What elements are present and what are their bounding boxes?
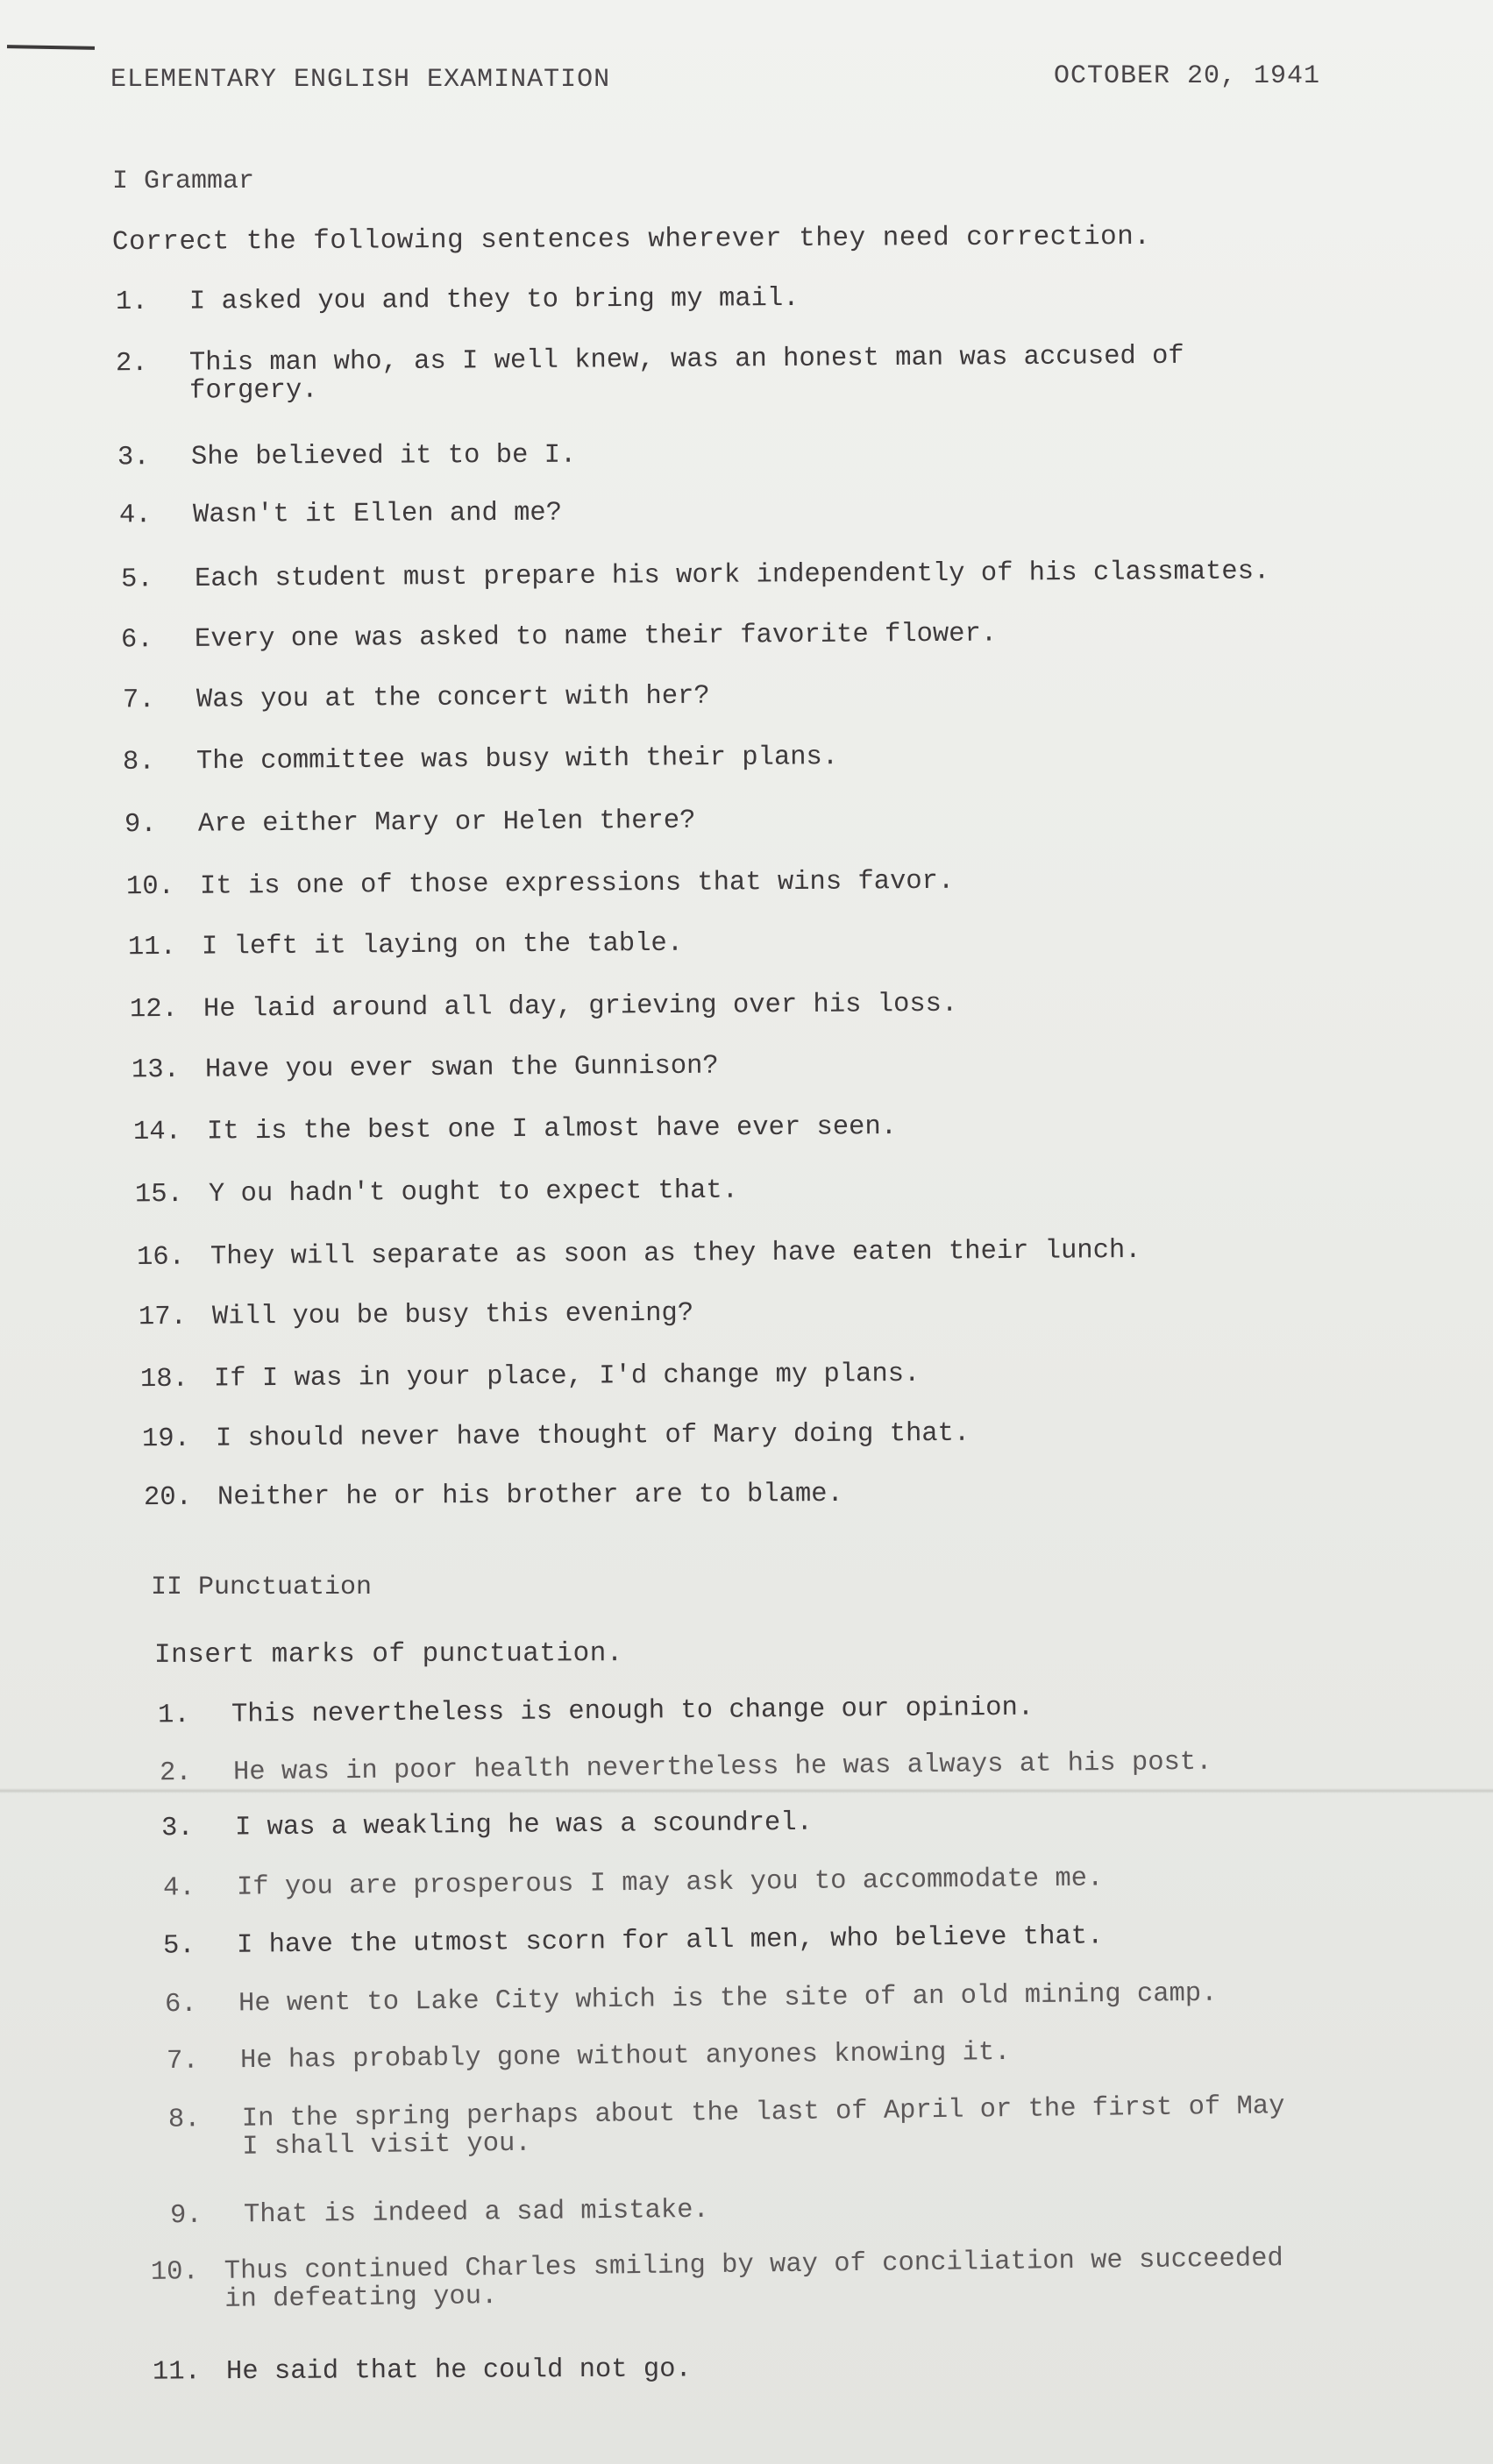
grammar-item (123, 682, 710, 716)
item-text: Y ou hadn't ought to expect that. (208, 1175, 739, 1210)
grammar-item (130, 990, 957, 1026)
section-heading-grammar: I Grammar (112, 167, 255, 196)
punctuation-item (151, 2244, 1284, 2316)
item-text: That is indeed a sad mistake. (243, 2195, 709, 2231)
item-text: I have the utmost scorn for all men, who believe that. (236, 1921, 1104, 1961)
item-text: Was you at the concert with her? (196, 681, 710, 715)
grammar-item (139, 1299, 693, 1332)
item-text: I should never have thought of Mary doing that. (215, 1418, 970, 1454)
item-text: Will you be busy this evening? (211, 1298, 694, 1332)
grammar-item (128, 929, 683, 962)
item-number: 9. (169, 2200, 203, 2232)
item-number: 3. (160, 1813, 194, 1844)
item-number: 2. (115, 348, 148, 380)
item-text-continuation: I shall visit you. (242, 2128, 531, 2162)
grammar-instruction: Correct the following sentences wherever they need correction. (111, 221, 1151, 259)
item-number: 19. (141, 1424, 191, 1455)
item-number: 10. (125, 871, 175, 903)
item-number: 15. (134, 1180, 184, 1211)
item-text: I was a weakling he was a scoundrel. (234, 1807, 814, 1843)
grammar-item (124, 806, 696, 841)
item-text: If I was in your place, I'd change my plans. (213, 1359, 921, 1395)
item-text: Each student must prepare his work independently of his classmates. (194, 557, 1270, 594)
item-number: 9. (124, 810, 157, 841)
grammar-item (140, 1360, 921, 1395)
punctuation-item (160, 1748, 1212, 1789)
item-number: 12. (129, 994, 179, 1026)
item-text: Every one was asked to name their favorite flower. (194, 619, 998, 655)
item-text: He was in poor health nevertheless he was always at his post. (232, 1747, 1212, 1788)
item-text: It is the best one I almost have ever seen. (206, 1111, 898, 1147)
grammar-item (119, 499, 562, 531)
item-number: 14. (132, 1117, 182, 1148)
item-number: 7. (122, 685, 155, 716)
grammar-item (121, 620, 997, 656)
item-number: 17. (138, 1302, 188, 1333)
item-text: I asked you and they to bring my mail. (188, 283, 800, 317)
grammar-item (116, 342, 1184, 408)
item-number: 3. (117, 443, 150, 473)
item-text: They will separate as soon as they have eaten their lunch. (210, 1236, 1141, 1273)
item-text: He said that he could not go. (225, 2354, 692, 2388)
item-text: It is one of those expressions that wins favor. (199, 866, 955, 902)
item-text: This nevertheless is enough to change our opinion. (231, 1693, 1034, 1730)
grammar-item (137, 1236, 1141, 1273)
item-number: 8. (122, 747, 155, 778)
item-number: 4. (118, 501, 152, 531)
punctuation-item (170, 2196, 709, 2231)
item-number: 5. (162, 1931, 196, 1962)
item-text: Wasn't it Ellen and me? (192, 498, 563, 530)
item-number: 11. (127, 932, 177, 963)
grammar-item (133, 1112, 897, 1147)
item-text: He went to Lake City which is the site of an old mining camp. (238, 1978, 1218, 2020)
item-text-continuation: forgery. (189, 375, 318, 407)
exam-date: OCTOBER 20, 1941 (1053, 61, 1320, 91)
grammar-item (142, 1419, 970, 1455)
grammar-item (117, 441, 576, 473)
item-text: He has probably gone without anyones knowing it. (239, 2037, 1011, 2077)
item-number: 7. (166, 2046, 199, 2077)
item-text: If you are prosperous I may ask you to accommodate me. (236, 1864, 1104, 1903)
item-text: The committee was busy with their plans. (196, 742, 839, 778)
item-number: 1. (157, 1701, 190, 1731)
section-heading-punctuation: II Punctuation (151, 1573, 373, 1602)
grammar-item (116, 284, 800, 317)
item-number: 6. (164, 1989, 197, 2020)
grammar-item (126, 867, 954, 903)
punctuation-item (167, 2038, 1011, 2077)
item-number: 5. (120, 565, 153, 595)
item-text: Have you ever swan the Gunnison? (204, 1051, 719, 1085)
item-number: 6. (120, 625, 153, 656)
pen-mark (7, 45, 95, 50)
item-number: 4. (162, 1873, 196, 1904)
item-number: 20. (143, 1482, 193, 1514)
item-number: 1. (115, 287, 148, 318)
punctuation-item (158, 1694, 1034, 1731)
exam-title: ELEMENTARY ENGLISH EXAMINATION (110, 65, 611, 95)
punctuation-item (153, 2354, 692, 2387)
punctuation-instruction: Insert marks of punctuation. (153, 1638, 623, 1671)
item-text: She believed it to be I. (190, 440, 577, 472)
grammar-item (121, 557, 1270, 594)
item-text: This man who, as I well knew, was an honest man was accused of (188, 341, 1184, 379)
item-number: 16. (136, 1242, 186, 1273)
grammar-item (135, 1176, 738, 1211)
punctuation-item (161, 1808, 813, 1843)
item-number: 2. (159, 1757, 192, 1789)
item-text: Neither he or his brother are to blame. (217, 1479, 843, 1513)
item-number: 10. (150, 2257, 199, 2288)
grammar-item (123, 742, 838, 778)
item-number: 11. (152, 2357, 202, 2388)
item-number: 8. (167, 2105, 201, 2135)
item-text-continuation: in defeating you. (224, 2282, 498, 2315)
punctuation-item (163, 1921, 1104, 1961)
punctuation-item (165, 1979, 1218, 2020)
punctuation-item (168, 2091, 1285, 2163)
item-number: 13. (131, 1054, 181, 1086)
item-text: Are either Mary or Helen there? (197, 806, 696, 840)
item-number: 18. (139, 1364, 189, 1395)
item-text: Thus continued Charles smiling by way of conciliation we succeeded (224, 2244, 1283, 2287)
grammar-item (132, 1052, 719, 1086)
exam-header (110, 61, 1320, 109)
item-text: He laid around all day, grieving over his loss. (203, 989, 958, 1025)
grammar-item (144, 1480, 843, 1513)
item-text: I left it laying on the table. (201, 928, 684, 962)
item-text: In the spring perhaps about the last of April or the first of May (241, 2091, 1285, 2134)
punctuation-item (163, 1864, 1104, 1903)
